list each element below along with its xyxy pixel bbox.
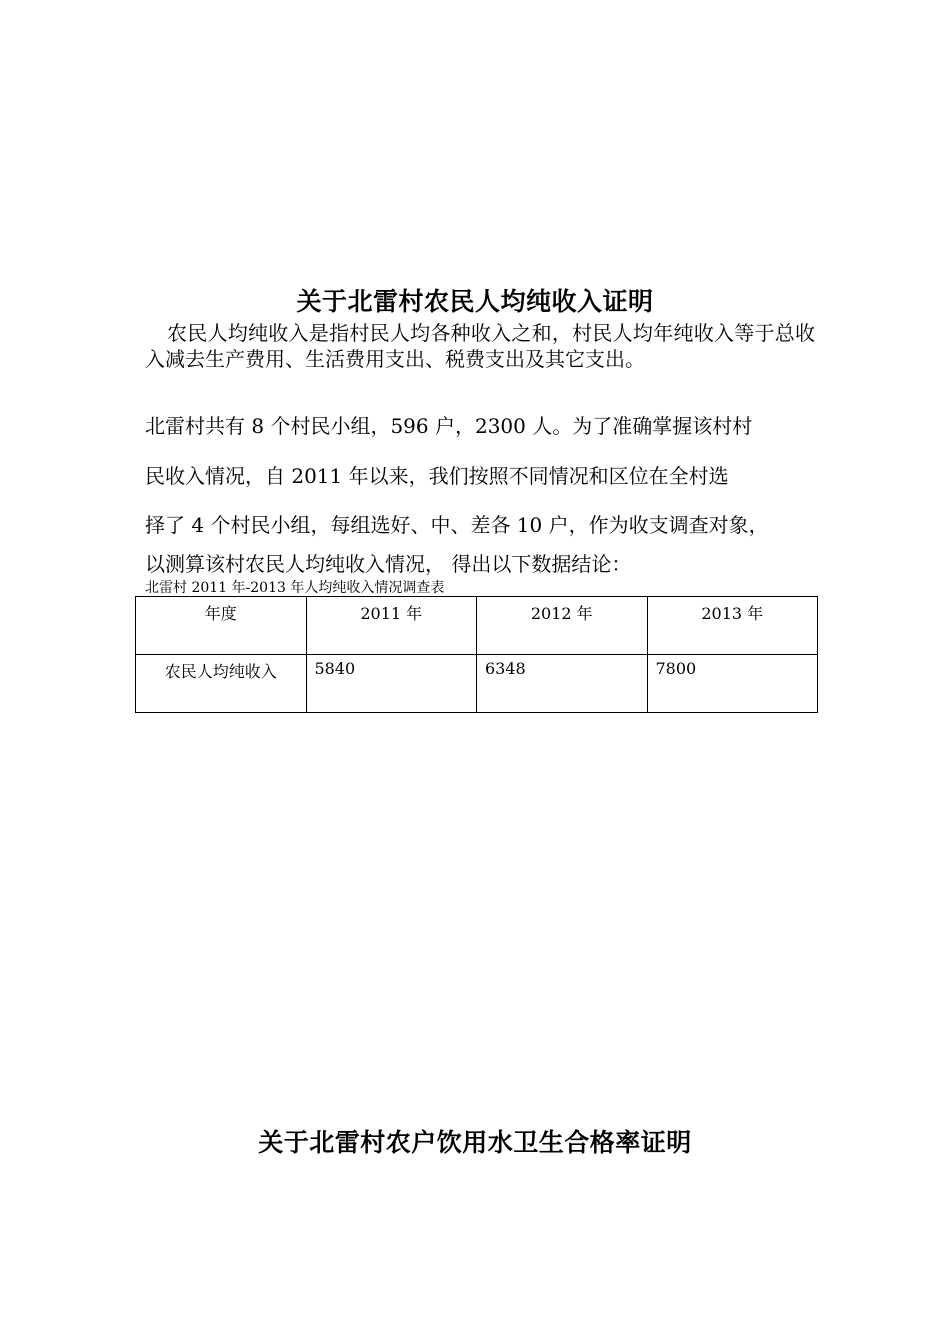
- header-cell-2013: 2013 年: [647, 597, 818, 655]
- value-cell-2013: 7800: [647, 655, 818, 713]
- income-certificate-title: 关于北雷村农民人均纯收入证明: [296, 287, 654, 316]
- body-line-4: 以测算该村农民人均纯收入情况， 得出以下数据结论：: [145, 552, 632, 576]
- water-certificate-title: 关于北雷村农户饮用水卫生合格率证明: [258, 1128, 692, 1157]
- table-header-row: [136, 597, 818, 655]
- header-cell-2012: 2012 年: [477, 597, 648, 655]
- row-label-cell: 农民人均纯收入: [136, 655, 307, 713]
- body-line-1: 北雷村共有 8 个村民小组，596 户，2300 人。为了准确掌握该村村: [145, 414, 753, 438]
- income-survey-table: [135, 596, 818, 713]
- intro-paragraph: 农民人均纯收入是指村民人均各种收入之和，村民人均年纯收入等于总收入减去生产费用、生活费用支出、税费支出及其它支出。: [145, 321, 815, 371]
- header-cell-2011: 2011 年: [306, 597, 477, 655]
- value-cell-2012: 6348: [477, 655, 648, 713]
- table-row: [136, 655, 818, 713]
- table-caption: 北雷村 2011 年-2013 年人均纯收入情况调查表: [145, 580, 445, 596]
- body-line-2: 民收入情况，自 2011 年以来，我们按照不同情况和区位在全村选: [145, 464, 729, 488]
- body-line-3: 择了 4 个村民小组，每组选好、中、差各 10 户，作为收支调查对象，: [145, 513, 769, 537]
- value-cell-2011: 5840: [306, 655, 477, 713]
- header-cell-year: 年度: [136, 597, 307, 655]
